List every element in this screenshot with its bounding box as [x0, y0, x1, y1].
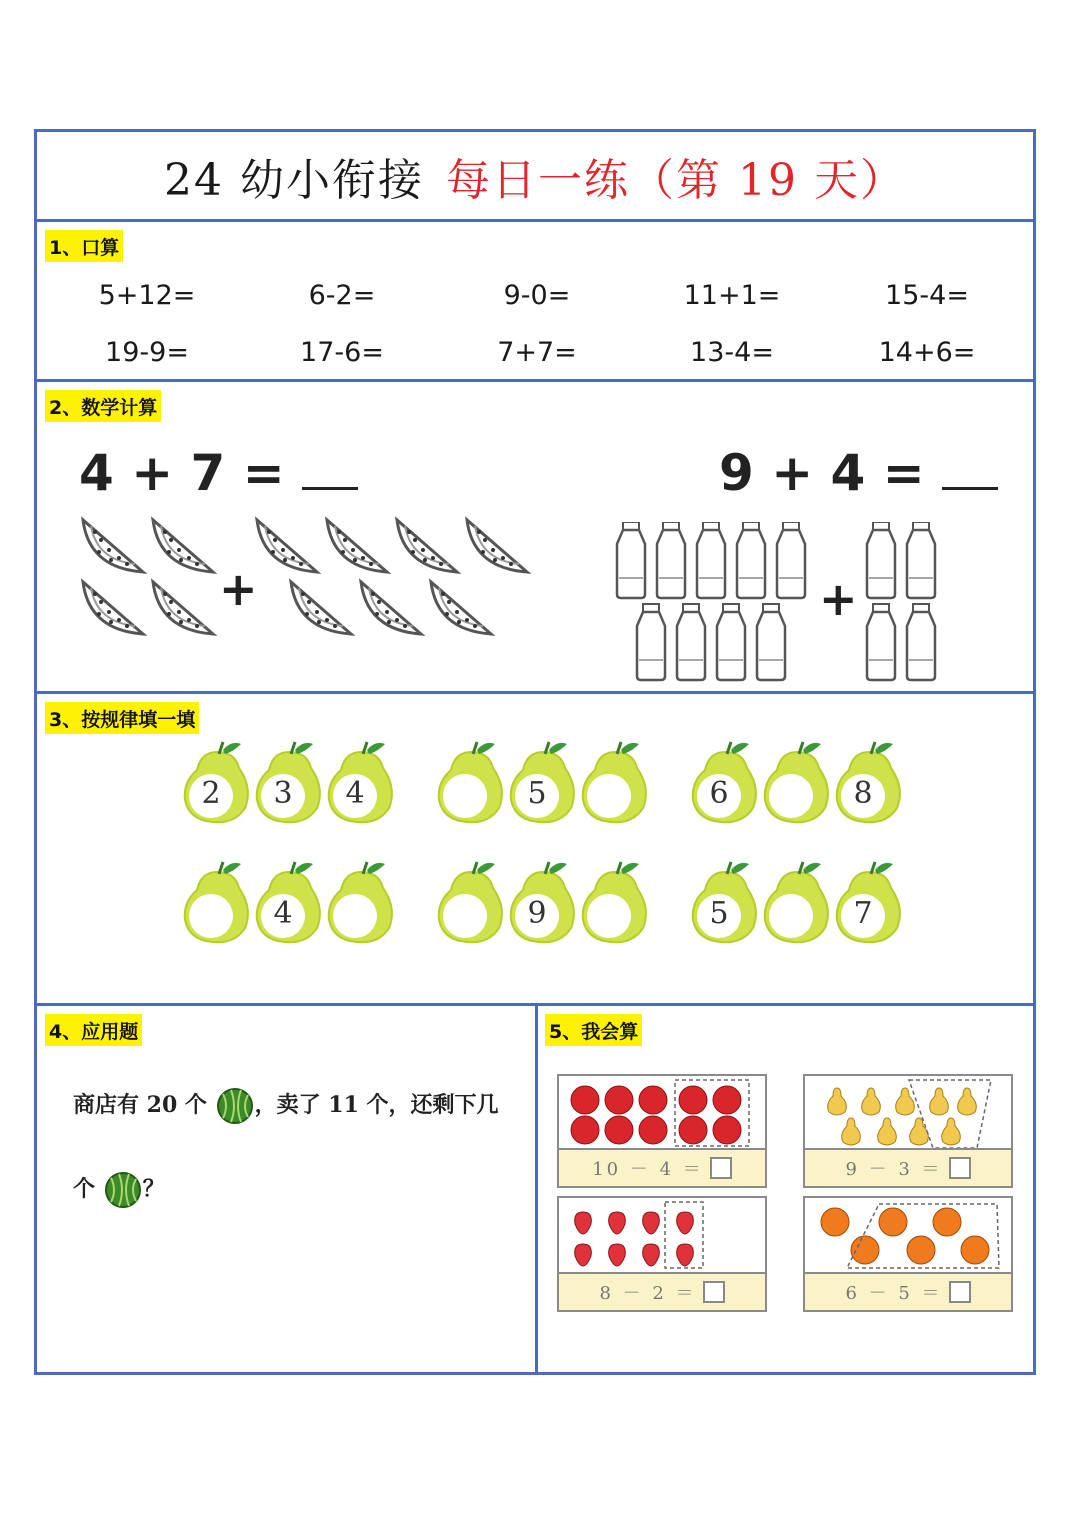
answer-box[interactable]	[949, 1157, 971, 1179]
section-label: 4、应用题	[45, 1014, 142, 1046]
pear-item	[179, 738, 255, 828]
section-label: 2、数学计算	[45, 390, 161, 422]
section-label: 1、口算	[45, 230, 123, 262]
worksheet	[34, 129, 1036, 1375]
pear-number: 9	[527, 896, 547, 931]
orange-icon	[961, 1236, 989, 1264]
pear-icon	[910, 1118, 929, 1145]
answer-box[interactable]	[703, 1281, 725, 1303]
pear-icon	[896, 1088, 915, 1115]
apple-group	[559, 1076, 765, 1150]
pear-icon	[433, 858, 509, 948]
pear-icon	[577, 858, 653, 948]
plus-sign: +	[219, 562, 258, 616]
apple-icon	[639, 1116, 667, 1144]
orange-icon	[879, 1208, 907, 1236]
strawberry-icon	[677, 1212, 694, 1234]
oral-problem: 6-2=	[308, 280, 376, 311]
watermelon-icon	[153, 520, 213, 572]
pear-number: 5	[527, 776, 547, 811]
bottle-icon	[657, 522, 685, 598]
watermelon-icon	[327, 520, 387, 572]
pear-number: 7	[853, 896, 873, 931]
card-equation: 6 － 5 ＝	[805, 1272, 1011, 1310]
strawberry-icon	[643, 1212, 660, 1234]
bottle-icon	[777, 522, 805, 598]
bottle-icon	[617, 522, 645, 598]
bottle-icon	[907, 604, 935, 680]
bottle-icon	[737, 522, 765, 598]
pear-item	[251, 858, 327, 948]
pear-icon	[862, 1088, 881, 1115]
pear-item	[433, 738, 509, 828]
oral-problem: 14+6=	[878, 337, 976, 368]
pear-group	[805, 1076, 1011, 1150]
pear-item	[577, 858, 653, 948]
bottle-icon	[697, 522, 725, 598]
apple-icon	[713, 1086, 741, 1114]
watermelon-icon	[467, 520, 527, 572]
pear-number: 6	[709, 776, 729, 811]
pear-area	[37, 694, 1033, 1006]
strawberry-icon	[575, 1244, 592, 1266]
section-label: 3、按规律填一填	[45, 702, 199, 734]
pear-number: 2	[201, 776, 221, 811]
answer-box[interactable]	[710, 1157, 732, 1179]
watermelon-icon	[397, 520, 457, 572]
card-strawberries	[557, 1196, 767, 1312]
section-pattern-fill	[37, 694, 1033, 1006]
pear-number: 4	[273, 896, 293, 931]
plus-sign: +	[819, 572, 858, 626]
bottle-icon	[757, 604, 785, 680]
strawberry-icon	[643, 1244, 660, 1266]
pear-item	[759, 858, 835, 948]
title-main: 24 幼小衔接	[164, 154, 424, 206]
pear-item	[323, 858, 399, 948]
apple-icon	[679, 1086, 707, 1114]
apple-icon	[605, 1116, 633, 1144]
answer-blank[interactable]	[302, 446, 358, 490]
pear-number: 3	[273, 776, 293, 811]
orange-icon	[907, 1236, 935, 1264]
oral-line	[77, 337, 997, 368]
pear-item	[687, 858, 763, 948]
card-equation: 8 － 2 ＝	[559, 1272, 765, 1310]
card-oranges	[803, 1196, 1013, 1312]
orange-icon	[933, 1208, 961, 1236]
pear-icon	[433, 738, 509, 828]
pear-icon	[958, 1088, 977, 1115]
card-equation: 9 － 3 ＝	[805, 1148, 1011, 1186]
pear-number: 4	[345, 776, 365, 811]
pear-icon	[878, 1118, 897, 1145]
card-apples	[557, 1074, 767, 1188]
oral-grid	[77, 280, 997, 394]
oral-problem: 13-4=	[690, 337, 774, 368]
pear-icon	[577, 738, 653, 828]
apple-icon	[571, 1086, 599, 1114]
oral-problem: 7+7=	[497, 337, 577, 368]
pear-item	[179, 858, 255, 948]
oral-problem: 9-0=	[503, 280, 571, 311]
pear-item	[831, 738, 907, 828]
watermelon-icon	[361, 582, 421, 634]
answer-box[interactable]	[949, 1281, 971, 1303]
pear-number: 5	[709, 896, 729, 931]
pear-icon	[759, 738, 835, 828]
strawberry-group	[559, 1198, 765, 1274]
watermelon-icon	[291, 582, 351, 634]
pear-item	[505, 858, 581, 948]
pear-item	[759, 738, 835, 828]
pear-icon	[323, 858, 399, 948]
watermelon-group	[67, 512, 537, 682]
pear-icon	[930, 1088, 949, 1115]
oral-problem: 11+1=	[683, 280, 781, 311]
pear-item	[433, 858, 509, 948]
orange-group	[805, 1198, 1011, 1274]
strawberry-icon	[609, 1212, 626, 1234]
pear-item	[831, 858, 907, 948]
apple-icon	[679, 1116, 707, 1144]
pear-icon	[759, 858, 835, 948]
bottle-icon	[637, 604, 665, 680]
pear-item	[505, 738, 581, 828]
orange-icon	[821, 1208, 849, 1236]
pear-number: 8	[853, 776, 873, 811]
watermelon-icon	[103, 1170, 143, 1210]
oral-problem: 15-4=	[885, 280, 969, 311]
watermelon-icon	[257, 520, 317, 572]
strawberry-icon	[677, 1244, 694, 1266]
strawberry-icon	[575, 1212, 592, 1234]
word-problem-line: 个 ？	[73, 1170, 165, 1210]
pear-item	[687, 738, 763, 828]
answer-blank[interactable]	[942, 446, 998, 490]
bottle-icon	[677, 604, 705, 680]
watermelon-icon	[83, 582, 143, 634]
equation-watermelon: 4 + 7 =	[79, 444, 358, 502]
section-oral-calc	[37, 222, 1033, 382]
watermelon-icon	[153, 582, 213, 634]
apple-icon	[605, 1086, 633, 1114]
equation-bottles: 9 + 4 =	[719, 444, 998, 502]
oral-problem: 17-6=	[300, 337, 384, 368]
strawberry-icon	[609, 1244, 626, 1266]
apple-icon	[639, 1086, 667, 1114]
title-day: 每日一练（第 19 天）	[446, 154, 906, 206]
section-divider	[535, 1006, 538, 1375]
bottle-icon	[907, 522, 935, 598]
pear-item	[251, 738, 327, 828]
card-pears	[803, 1074, 1013, 1188]
pear-icon	[842, 1118, 861, 1145]
section-math-calc	[37, 382, 1033, 694]
oral-problem: 19-9=	[105, 337, 189, 368]
section-label: 5、我会算	[545, 1014, 642, 1046]
card-equation: 10 － 4 ＝	[559, 1148, 765, 1186]
title-row	[37, 132, 1033, 222]
bottle-icon	[867, 604, 895, 680]
pear-item	[577, 738, 653, 828]
oral-line	[77, 280, 997, 311]
watermelon-icon	[215, 1086, 255, 1126]
apple-icon	[571, 1116, 599, 1144]
pear-icon	[828, 1088, 847, 1115]
word-problem-line: 商店有 20 个 ，卖了 11 个，还剩下几	[73, 1086, 499, 1126]
watermelon-icon	[83, 520, 143, 572]
pear-icon	[179, 858, 255, 948]
pear-item	[323, 738, 399, 828]
watermelon-icon	[431, 582, 491, 634]
pear-icon	[942, 1118, 961, 1145]
oral-problem: 5+12=	[98, 280, 196, 311]
bottle-icon	[717, 604, 745, 680]
apple-icon	[713, 1116, 741, 1144]
bottle-icon	[867, 522, 895, 598]
bottle-group	[607, 522, 947, 682]
